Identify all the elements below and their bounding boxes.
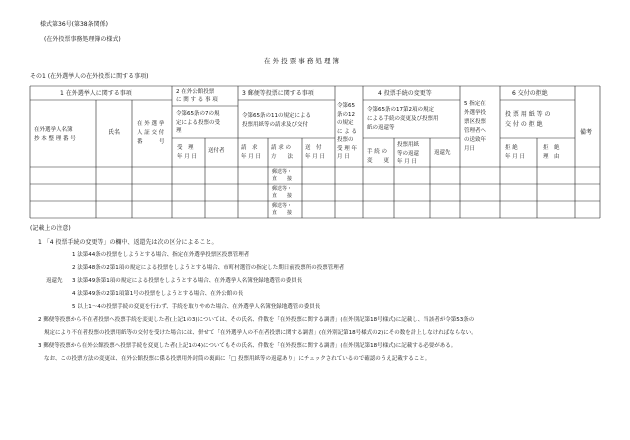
col3-subheader: 令第65条の11の規定による 投票用紙等の請求及び交付 <box>242 113 311 128</box>
col4-return-destination-header: 返還先 <box>434 150 451 156</box>
col2-sender-header: 送付者 <box>208 148 225 154</box>
col6-header: 6 交付の拒絶 <box>512 90 548 97</box>
col6-subheader: 投 票 用 紙 等 の 交 付 の 拒 絶 <box>505 111 551 128</box>
note-1-item-2: 2 法第48条の2第1項の規定による投票をしようとする場合、市町村選管の指定した期日前投票所の投票管理者 <box>72 265 345 271</box>
col1-header: 1 在外選挙人に関する事項 <box>60 90 132 97</box>
col2-subheader: 令第65条の7の規 定による投票の受 理 <box>176 111 221 134</box>
note-1: 1 「4 投票手続の変更等」の欄中、返還先は次の区分によること。 <box>38 239 218 246</box>
col3-send-date-header: 送 付 年 月 日 <box>305 145 325 160</box>
col4-return-date-header: 投票用紙 等の返還 年 月 日 <box>397 142 420 165</box>
col6-refusal-date-header: 拒 絶 年 月 日 <box>505 145 525 160</box>
note-1-item-1: 1 法第44条の投票をしようとする場合、指定在外選挙投票区投票管理者 <box>72 252 250 258</box>
col2-header: 2 在外公館投票 に 関 す る 事 項 <box>176 89 218 103</box>
note-1-item-4: 4 法第49条の2第1項第1号の投票をしようとする場合、在外公館の長 <box>72 291 244 297</box>
col3-receipt-side-header: 令第65 条の12 の規定 に よ る 投票の 受 理 年 月 日 <box>337 103 357 160</box>
col4-subheader: 令第65条の17第2項の規定 による手続の変更及び投票用 紙の返還等 <box>367 107 439 131</box>
method-label-row4: 郵送等・ 直 接 <box>272 203 293 216</box>
col5-header: 5 指定在 外選挙投 票区投票 管理者へ の送致年 月日 <box>464 101 487 152</box>
note-3-line-2: なお、この投票方法の変更は、在外公館投票に係る投票用外封筒の裏面に「□ 投票用紙等の返還あり」にチェックされているので確認のうえ記載すること。 <box>44 356 431 362</box>
col1-name-header: 氏名 <box>108 129 121 136</box>
form-number: 様式第36号(第38条関係) <box>40 21 108 28</box>
col6-refusal-reason-header: 拒 絶 理 由 <box>543 145 560 160</box>
col4-procedure-change-header: 手 続 の 変 更 <box>367 149 390 164</box>
page-title: 在 外 投 票 事 務 処 理 簿 <box>264 57 340 65</box>
note-1-return-label: 返還先 <box>46 278 63 284</box>
method-label-row3: 郵送等・ 直 接 <box>272 186 293 199</box>
col2-receipt-date-header: 受 理 年 月 日 <box>177 145 197 160</box>
note-3-line-1: 3 郵便等投票から在外公館投票へ投票手続を変更した者(上記1の4)についてもその氏名、件数を「在外投票に関する調書」(在外別記第18号様式)に記載する必要がある。 <box>38 343 457 349</box>
col1-roster-number-header: 在外選挙人名簿 抄 本 整 理 番 号 <box>34 127 76 142</box>
note-1-item-3: 3 法第49条第1項の規定による投票をしようとする場合、在外選挙人名簿登録地選管の委員長 <box>72 278 303 284</box>
note-1-item-5: 5 以上1～4の投票手続の変更を行わず、手続を取りやめた場合、在外選挙人名簿登録地選管の委員長 <box>72 304 321 310</box>
form-subtitle: (在外投票事務処理簿の様式) <box>44 36 121 43</box>
note-2-line-1: 2 郵便等投票から不在者投票へ投票手続を変更した者(上記1の3)については、その氏名、件数を「在外投票に関する調書」(在外別記第18号様式)に記載し、当該者が令第53条の <box>38 317 475 323</box>
col3-header: 3 郵便等投票に関する事項 <box>242 90 314 97</box>
col7-remarks-header: 備考 <box>580 129 593 136</box>
section-heading: その1 (在外選挙人の在外投票に関する事項) <box>30 73 149 80</box>
col1-card-number-header: 在 外 選 挙 人 証 交 付 番 号 <box>137 121 165 145</box>
col3-request-method-header: 請 求 の 方 法 <box>271 145 294 160</box>
notes-title: (記載上の注意) <box>30 225 71 232</box>
note-2-line-2: 規定により不在者投票の投票用紙等の交付を受けた場合には、併せて「在外選挙人の不在者投票に関する調書」(在外別記第18号様式の2)にその数を計上しなければならない。 <box>44 330 477 336</box>
col3-request-date-header: 請 求 年 月 日 <box>241 145 261 160</box>
col4-header: 4 投票手続の変更等 <box>378 90 432 97</box>
method-label-row2: 郵送等・ 直 接 <box>272 169 293 182</box>
